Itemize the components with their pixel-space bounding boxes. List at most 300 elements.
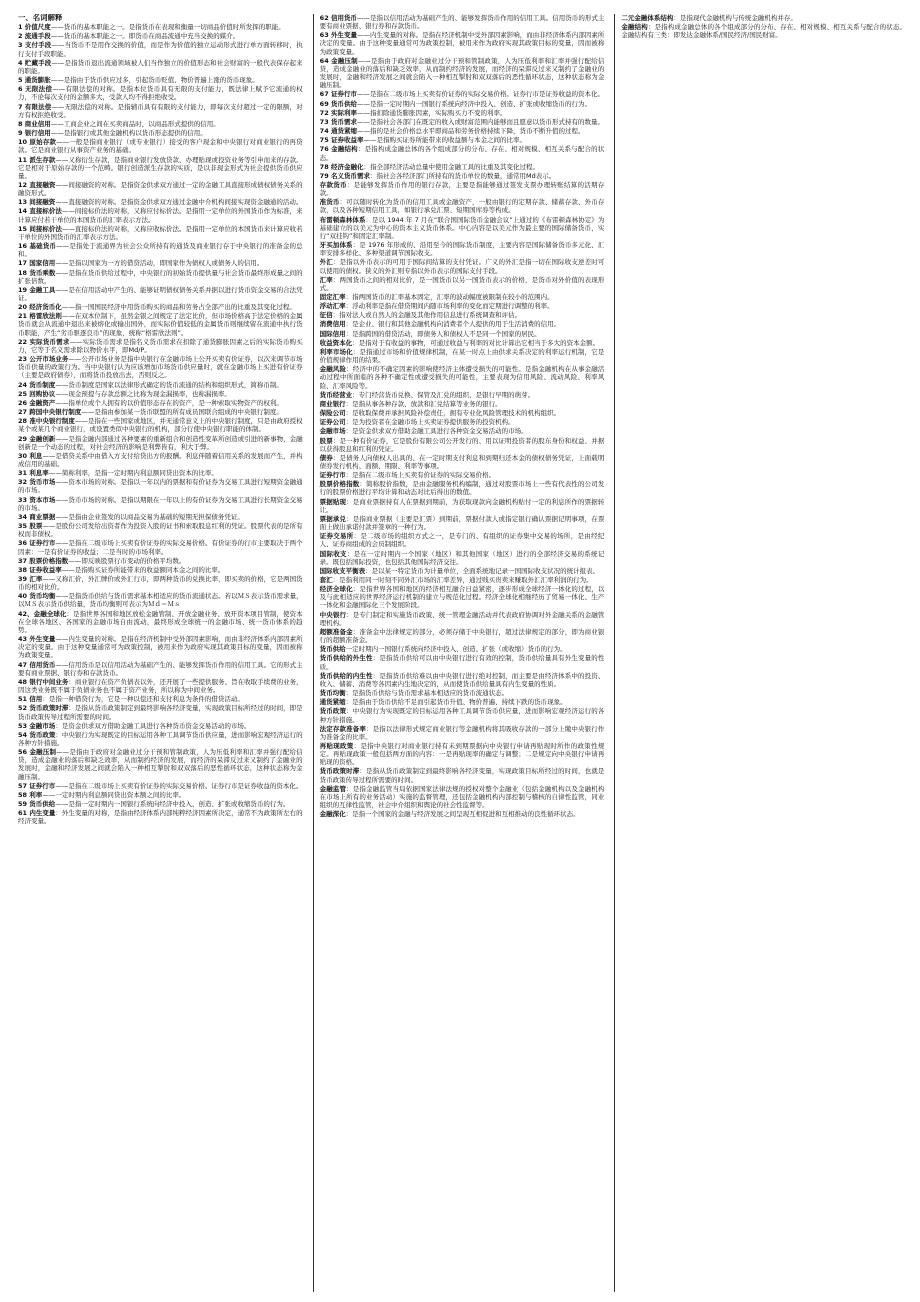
glossary-entry: [18, 592, 303, 608]
entry-definition: ——公开市场业务是指中央银行在金融市场上公开买卖有价证券，以次来调节市场货币供量的政策行为。当中央银行认为应该增加市场货币供应量时，就在金融市场上买进有价证券（主要是政府债券），而将货币投放出去，否则反之。: [18, 355, 303, 380]
entry-definition: ——是股份公司发给出资者作为投资入股的证书和索取股息红利的凭证。股票代表的是所有权而非债权。: [18, 522, 303, 539]
entry-term: 22 实际货币需求: [18, 337, 70, 346]
entry-term: 票据承兑: [319, 514, 347, 523]
entry-definition: ：是指商业票据（主要是汇票）到期前，票据付款人或指定银行确认票据记明事项，在票面上做出承诺付款并签章的一种行为。: [319, 514, 605, 532]
glossary-entry: [320, 136, 605, 144]
glossary-entry: [320, 330, 605, 338]
entry-term: 法定存款准备率: [319, 724, 367, 733]
entry-definition: ——内生变量的对称。是指在经济机制中受外部因素影响，而由非经济体系内部因素所决定的变量。由于这种变量通常可为政策控制，被用来作为政府实现其政策目标的变量，因而被称为政策变量。: [319, 31, 605, 56]
entry-definition: ：中央银行为实现既定的目标运用各种工具调节货币供应量，进而影响宏观经济运行的各种方针措施。: [18, 730, 303, 747]
glossary-entry: [320, 698, 605, 706]
entry-term: 64 金融压制: [319, 56, 358, 65]
entry-term: 外汇: [319, 258, 333, 267]
entry-term: 货币供给的外生性: [319, 654, 373, 663]
glossary-entry: [18, 338, 303, 354]
entry-term: 国际收支: [319, 549, 347, 558]
entry-term: 6 无限法偿: [18, 85, 53, 94]
entry-definition: ：是一种有价证券，它是股份有限公司公开发行的、用以证明投资者的股东身份和权益、并据以获得股息和红利的凭证。: [319, 436, 605, 453]
glossary-entry: [18, 138, 303, 154]
entry-term: 金融风险: [319, 365, 347, 374]
entry-term: 利率市场化: [319, 347, 353, 356]
entry-definition: ——是指由参加某一货币联盟的所有成员国联合组成的中央银行制度。: [81, 408, 283, 417]
glossary-entry: [18, 791, 303, 799]
glossary-entry: [18, 32, 303, 40]
entry-term: 54 货币政策: [18, 730, 56, 739]
entry-definition: ——无限法偿的对称。是指辅币具有有限的支付能力，即每次支付超过一定的限额，对方有权拒绝收受。: [18, 102, 303, 119]
entry-definition: ：是资金供求双方借助金融工具进行各种资金交易活动的市场。: [345, 427, 528, 436]
entry-term: 超额准备金: [319, 627, 353, 636]
glossary-entry: [18, 496, 303, 512]
glossary-entry: [621, 23, 906, 39]
entry-term: 11 派生存款: [18, 155, 56, 164]
entry-term: 63 外生变量: [319, 31, 358, 40]
column-1: [18, 14, 303, 1292]
entry-term: 26 金融资产: [18, 398, 56, 407]
entry-term: 1 价值尺度: [18, 23, 51, 32]
entry-definition: ——有限法偿的对称。是指本位货币具有无限的支付能力，既法律上赋予它流通的权力，不论每次支付的金额多大，受款人均不得拒绝收受。: [18, 85, 303, 102]
entry-term: 40 货币均衡: [18, 592, 56, 601]
entry-term: 3 支付手段: [18, 41, 52, 50]
entry-term: 39 汇率: [18, 575, 43, 583]
glossary-entry: [18, 522, 303, 538]
glossary-entry: [320, 400, 605, 408]
glossary-entry: [18, 399, 303, 407]
entry-term: 30 利息: [18, 451, 43, 460]
entry-definition: ：是指利用同一时刻不同外汇市场的汇率差异，通过贱买贵卖来赚取外汇汇率利润的行为。: [332, 576, 593, 584]
entry-term: 28 准中央银行制度: [18, 417, 75, 426]
entry-term: 20 经济货币化: [18, 303, 62, 312]
glossary-entry: [18, 539, 303, 555]
glossary-entry: [18, 207, 303, 223]
entry-term: 38 证券收益率: [18, 565, 62, 574]
glossary-entry: [18, 435, 303, 451]
glossary-entry: [18, 59, 303, 75]
glossary-entry: [320, 57, 605, 90]
entry-term: 32 货币市场: [18, 478, 56, 487]
entry-term: 53 金融市场: [18, 721, 56, 730]
entry-term: 35 股票: [18, 522, 43, 531]
entry-definition: ——是指一定时期内一国银行系统向经济中投入、创造、扩张或收缩货币的行为。: [356, 99, 591, 108]
glossary-entry: [320, 567, 605, 575]
entry-term: 消费信用: [319, 320, 346, 329]
entry-definition: ——是指一定时期内一国银行系统向经济中投入、创造、扩张或收缩货币的行为。: [55, 800, 290, 809]
glossary-entry: [320, 532, 605, 548]
entry-term: 国际信用: [319, 329, 346, 338]
entry-definition: ——直接标价法的对称，又称应收标价法。是指用一定单位的本国货币来计算应收若干单位的外国货币的汇率表示方法。: [18, 224, 303, 241]
glossary-entry: [320, 585, 605, 609]
glossary-entry: [320, 480, 605, 496]
entry-term: 证券公司: [319, 418, 346, 427]
entry-definition: ——间接标价法的对称，又称应付标价法。是指用一定单位的外国货币作为标准，来计算应付若干单位的本国货币的汇率表示方法。: [18, 207, 303, 224]
entry-term: 浮动汇率: [319, 302, 346, 311]
entry-definition: ：是指从货币政策制定到最终影响各经济变量，实现政策目标所经过的时间，即是货币政策传导过程所需要的时间。: [18, 704, 303, 721]
glossary-entry: [320, 810, 605, 818]
entry-term: 货币政策时滞: [319, 767, 360, 776]
entry-term: 再贴现政策: [319, 741, 354, 750]
entry-term: 货币均衡: [319, 689, 346, 698]
glossary-entry: [18, 800, 303, 808]
entry-term: 13 间接融资: [18, 198, 56, 207]
glossary-entry: [320, 31, 605, 55]
entry-term: 31 利息率: [18, 469, 49, 478]
entry-definition: ：是指一种借贷行为，它是一种以偿还和支付利息为条件的借贷活动。: [42, 695, 244, 704]
entry-definition: ：可以随时转化为货币的信用工具或金融资产，一般由银行的定期存款、储蓄存款、外币存款，以及各种短期信用工具，如银行承兑汇票、短期国库券等构成。: [319, 198, 605, 215]
glossary-entry: [320, 172, 605, 180]
entry-term: 汇率: [319, 275, 333, 284]
entry-definition: ：是在一定时期内一个国家（地区）和其他国家（地区）进行的全部经济交易的系统记录。既包括国际投资，也包括其他国际经济交往。: [319, 549, 605, 566]
entry-definition: ：简称股价指数，是由金融服务机构编制，通过对股票市场上一些有代表性的公司发行的股票价格进行平均计算和动态对比后得出的数值。: [319, 480, 605, 497]
entry-term: 9 银行信用: [18, 129, 51, 138]
entry-definition: ——在双本位制下，虽然金银之间规定了法定比价，但市场价格高于法定价格的金属货币就会从流通中退出来被熔化或输出国外，而实际价值较低的金属货币则继续留在流通中执行货币职能，产生“劣币驱逐良币”的现象，统称“格雷欣法则”。: [18, 312, 303, 337]
entry-term: 52 货币政策时滞: [18, 704, 69, 713]
entry-term: 7 有限法偿: [18, 102, 52, 111]
entry-term: 67 证券行市: [319, 90, 357, 99]
entry-definition: ：是为投资者在金融市场上买卖证券提供服务的投资机构。: [345, 418, 515, 427]
glossary-entry: [18, 312, 303, 336]
entry-term: 通货紧缩: [319, 698, 346, 707]
entry-term: 准货币: [319, 198, 340, 207]
entry-term: 票据贴现: [319, 497, 347, 506]
glossary-entry: [320, 181, 605, 197]
entry-definition: ——是指购买证券所能带来的收益额与本金之间的比率。: [363, 136, 526, 145]
glossary-entry: [320, 471, 605, 479]
entry-definition: ：经济中的不确定因素的影响使经济主体遭受损失的可能性。是指金融机构在从事金融活动过程中所面临的各种不确定性或遭受损失的可能性，主要表现为信用风险、流动风险、利率风险、汇率风险等。: [319, 365, 605, 390]
glossary-entry: [320, 437, 605, 453]
entry-definition: ——是指由企业签发的以商品交易为基础的短期无担保债务凭证。: [55, 512, 244, 521]
entry-term: 36 证券行市: [18, 539, 56, 548]
glossary-entry: [320, 498, 605, 514]
entry-definition: ——是指金融内部通过各种要素的重新组合和创造性变革所创造或引进的新事物，金融创新是一个动态的过程，对社会经济的影响是利弊皆有，利大于弊。: [18, 434, 303, 451]
entry-term: 商业银行: [319, 399, 346, 408]
glossary-entry: [18, 704, 303, 720]
entry-term: 股票: [319, 436, 333, 445]
entry-definition: ——是指社会各部门在既定的收入或财富范围内能够而且愿意以货币形式持有的数量。: [356, 117, 604, 126]
entry-definition: ：是指现代金融机构与传统金融机构并存。: [673, 14, 797, 22]
glossary-entry: [18, 408, 303, 416]
entry-term: 货币供给的内生性: [319, 671, 373, 680]
entry-term: 51 信用: [18, 695, 43, 704]
glossary-entry: [18, 566, 303, 574]
glossary-entry: [18, 722, 303, 730]
entry-definition: ：准备金中法律规定的部分，必须存储于中央银行，超过法律规定的部分，即为商业银行的超额准备金。: [319, 627, 605, 645]
glossary-entry: [320, 216, 605, 240]
entry-definition: ：外生变量的对称，是指由经济体系内部纯粹经济因素所决定，通常不为政策所左右的经济变量。: [18, 809, 303, 826]
entry-definition: 一定时期内一国银行系统向经济中投入、创造、扩张（或收缩）货币的行为。: [345, 645, 567, 654]
entry-definition: ：专门经营货币兑换、保管及汇兑的组织，是银行早期的萌芽。: [352, 390, 535, 399]
entry-definition: ——货币的基本职能之一。是指货币在表现和衡量一切商品价值时所发挥的职能。: [50, 23, 285, 32]
entry-term: 69 货币供给: [319, 99, 357, 108]
glossary-entry: [18, 303, 303, 311]
entry-term: 货币经营业: [319, 390, 353, 399]
glossary-entry: [320, 409, 605, 417]
entry-term: 42、金融全球化: [18, 609, 67, 618]
glossary-entry: [320, 454, 605, 470]
entry-definition: ——是指在二级市场上买卖有价证券的实际交易价格。有价证券的行市主要取决于两个因素：一是有价证券的收益；二是当时的市场利率。: [18, 539, 303, 556]
entry-term: 18 货币乘数: [18, 268, 56, 277]
entry-definition: ——是借贷关系中由借入方支付给贷出方的报酬。利息伴随着信用关系的发展而产生，并构成信用的基础。: [18, 451, 303, 468]
entry-term: 中央银行: [319, 610, 347, 619]
glossary-entry: [320, 611, 605, 627]
entry-definition: ——货币市场的对称。是指以期限在一年以上的有价证券为交易工具进行长期资金交易的市场。: [18, 495, 303, 512]
entry-term: 74 通货紧缩: [319, 127, 357, 136]
glossary-entry: [320, 339, 605, 347]
glossary-entry: [18, 41, 303, 57]
entry-definition: ：是指一个国家的金融与经济发展之间呈现互相促进和互相推动的良性循环状态。: [345, 810, 580, 819]
entry-term: 47 信用货币: [18, 660, 56, 669]
glossary-entry: [320, 689, 605, 697]
entry-definition: ：浮动利率是指在借贷期间内随市场利率的变化而定期进行调整的利率。: [345, 302, 554, 311]
entry-term: 布雷顿森林体系: [319, 215, 366, 224]
entry-term: 57 证券行市: [18, 781, 56, 790]
entry-definition: ：两国货币之间的相对比价，是一国货币以另一国货币表示的价格，是货币对外价值的表现形式。: [319, 275, 605, 292]
entry-definition: ：商业银行在资产负债表以外，还开展了一些提供服务、旨在收取手续费的业务，因这类业务既不属于负债业务也不属于资产业务，所以称为中间业务。: [18, 677, 303, 695]
entry-definition: ：是指世界各国和地区的经济相互融合日益紧密，逐步形成全球经济一体化的过程，以及与此相适应的世界经济运行机制的建立与规范化过程。经济全球化相继经历了贸易一体化、生产一体化和金融国际化三个发展阶段。: [319, 585, 605, 610]
entry-definition: ：是指由于货币供给不足而引起货币升值、物价普遍、持续下跌的货币现象。: [345, 698, 567, 707]
glossary-entry: [18, 286, 303, 302]
entry-definition: ——一般是指商业银行（或专业银行）接受的客户现金和中央银行对商业银行的再贷款。它是商业银行从事资产业务的基础。: [18, 138, 303, 155]
entry-definition: ：是指在二级市场上买卖有价证券的实际交易价格。: [345, 471, 496, 480]
entry-definition: ：是指以外币表示的可用于国际间结算的支付凭证。广义的外汇是指一切在国际收支逆差时可以使用的债权。狭义的外汇则专指以外币表示的国际支付手段。: [319, 258, 605, 275]
entry-definition: ：是指通过市场和价值规律机制，在某一时点上由供求关系决定的利率运行机制，它是价值规律作用的结果。: [319, 347, 605, 365]
entry-definition: ——即反映股票行市变动的价格平均数。: [68, 556, 186, 565]
glossary-entry: [18, 809, 303, 825]
glossary-entry: [320, 707, 605, 723]
entry-term: 37 股票价格指数: [18, 556, 69, 565]
entry-term: 金融深化: [319, 810, 346, 819]
glossary-entry: [18, 198, 303, 206]
entry-term: 17 国家信用: [18, 259, 56, 268]
entry-definition: ：是指对于有收益的事物，可通过收益与利率的对比计算出它相当于多大的资本金额。: [352, 338, 600, 347]
entry-term: 10 原始存款: [18, 138, 57, 147]
entry-definition: ：是指跨国的借贷活动，即债务人和债权人不是同一个国家的居民。: [345, 329, 541, 338]
entry-term: 经济全球化: [319, 585, 353, 594]
glossary-entry: [18, 557, 303, 565]
glossary-entry: [18, 478, 303, 494]
glossary-entry: [18, 469, 303, 477]
glossary-entry: [320, 258, 605, 274]
entry-term: 16 基础货币: [18, 242, 57, 251]
glossary-entry: [320, 742, 605, 766]
glossary-entry: [320, 672, 605, 688]
glossary-entry: [18, 417, 303, 433]
glossary-entry: [18, 181, 303, 197]
entry-definition: ：是指构成金融总体的各个组成部分的分布、存在、相对规模、相互关系与配合的状态。: [319, 145, 605, 162]
entry-definition: ：是资金供求双方借助金融工具进行各种货币资金交易活动的市场。: [55, 721, 251, 730]
entry-definition: ——简称利率，是指一定时期内利息额同贷出资本的比率。: [48, 469, 218, 478]
entry-definition: ：是指从货币政策制定到最终影响各经济变量，实现政策目标所经过的时间，也就是货币政策传导过程所需要的时间。: [319, 767, 605, 784]
entry-definition: ——指的是社会价格总水平即商品和劳务价格持续下降，货币不断升值的过程。: [356, 127, 585, 136]
entry-definition: ——指单位或个人拥有的以价值形态存在的资产，是一种索取实物资产的权利。: [55, 398, 283, 407]
entry-term: 62 信用货币: [319, 14, 358, 22]
glossary-entry: [18, 85, 303, 101]
entry-definition: ——信用货币是以信用活动为基础产生的、能够发挥货币作用的信用工具。它的形式主要有商业票据、银行券和存款货币。: [18, 660, 303, 677]
glossary-entry: [18, 156, 303, 180]
glossary-entry: [18, 610, 303, 634]
glossary-entry: [320, 127, 605, 135]
entry-definition: ：是专门制定和实施货币政策、统一管理金融活动并代表政府协调对外金融关系的金融管理机构。: [319, 610, 605, 627]
entry-definition: ——又称衍生存款，是指商业银行发放贷款、办理贴现或投资业务等引申而来的存款。它是相对于原始存款的一个范畴。银行创造派生存款的实质，是以非现金形式为社会提供货币供应量。: [18, 155, 303, 180]
entry-term: 61 内生变量: [18, 809, 56, 818]
glossary-entry: [320, 515, 605, 531]
glossary-entry: [18, 661, 303, 677]
entry-definition: ——是指由于货币供应过多，引起货币贬值、物价普遍上涨的货币现象。: [50, 76, 259, 85]
entry-term: 33 资本市场: [18, 495, 56, 504]
entry-term: 收益资本化: [319, 338, 353, 347]
entry-term: 29 金融创新: [18, 434, 56, 443]
entry-term: 牙买加体系: [319, 241, 353, 250]
entry-definition: ：是指构成金融总体的各个组成部分的分布、存在、相对规模、相互关系与配合的状态。金融结构有三类：即发达金融体系/国民经济/国民财富。: [621, 23, 907, 40]
glossary-entry: [18, 103, 303, 119]
entry-term: 货币供给: [319, 645, 346, 654]
glossary-entry: [18, 635, 303, 659]
glossary-entry: [18, 76, 303, 84]
glossary-entry: [320, 241, 605, 257]
entry-definition: ：是指货币供给可以由中央银行进行有效的控制，货币供给量具有外生变量的性质。: [319, 654, 605, 671]
entry-term: 21 格雷欣法则: [18, 312, 62, 321]
glossary-entry: [320, 276, 605, 292]
entry-definition: ：是指以法律形式规定商业银行等金融机构将其吸收存款的一部分上缴中央银行作为准备金的比率。: [319, 724, 605, 741]
entry-definition: ：指社会各经济部门所持有的货币单位的数量，通常用Md表示。: [369, 171, 556, 180]
glossary-entry: [621, 14, 906, 22]
glossary-entry: [320, 14, 605, 30]
glossary-entry: [320, 198, 605, 214]
glossary-entry: [18, 259, 303, 267]
entry-term: 股票价格指数: [319, 480, 360, 489]
glossary-entry: [320, 109, 605, 117]
glossary-entry: [18, 242, 303, 258]
glossary-entry: [320, 365, 605, 389]
entry-term: 征信: [319, 311, 333, 320]
entry-definition: ——货币制度是国家以法律形式确定的货币流通的结构和组织形式，简称币制。: [55, 380, 283, 389]
entry-term: 证券交易所: [319, 532, 354, 541]
entry-term: 14 直接标价法: [18, 207, 62, 216]
glossary-entry: [18, 381, 303, 389]
entry-term: 25 回购协议: [18, 389, 56, 398]
glossary-entry: [18, 269, 303, 285]
entry-definition: ——是指在货币供给过程中，中央银行的初始货币提供量与社会货币最终形成量之间的扩张倍数。: [18, 268, 303, 285]
glossary-entry: [320, 628, 605, 644]
entry-term: 金融结构: [621, 23, 648, 32]
entry-term: 固定汇率: [319, 293, 346, 301]
entry-definition: ：指两国货币的汇率基本固定，汇率的波动幅度被限制在较小的范围内。: [345, 293, 554, 301]
glossary-entry: [320, 654, 605, 670]
entry-definition: ：是以 1944 年 7 月在“联合国国际货币金融会议”上通过的《布雷顿森林协定》为基础建立的以美元为中心的资本主义货币体系。中心内容是以美元作为最主要的国际储备货币，实行“双挂钩”和固定汇率制。: [319, 215, 605, 240]
entry-definition: ——是指处于流通界为社会公众所持有的通货及商业银行存于中央银行的准备金的总和。: [18, 242, 303, 259]
glossary-entry: [320, 427, 605, 435]
entry-definition: ——是指在二级市场上买卖有价证券的实际交易价格。证券行市是证券收益的资本化。: [356, 90, 604, 99]
entry-term: 27 跨国中央银行制度: [18, 408, 82, 417]
entry-term: 2 流通手段: [18, 32, 51, 41]
entry-definition: ：是指货币供给难以由中央银行进行绝对控制，而主要是由经济体系中的投资、收入、储蓄、消费等各因素内生地决定的，从而使货币供给量具有内生变量的性质。: [319, 671, 605, 688]
entry-definition: ——是指以信用活动为基础产生的、能够发挥货币作用的信用工具。信用货币的形式主要有商业票据、银行券和存款货币。: [319, 14, 605, 31]
glossary-entry: [320, 418, 605, 426]
column-3: [614, 14, 906, 1292]
glossary-entry: [320, 163, 605, 171]
entry-definition: ——又称汇价，外汇牌价或外汇行市，即两种货币的兑换比率，即买卖的价格，它是两国货币的相对比价。: [18, 575, 303, 592]
entry-definition: ：是指金融监管当局依据国家法律法规的授权对整个金融业（包括金融机构以及金融机构在市场上所有的业务活动）实施的监督管理，还包括金融机构内部控制与稽核的自律性监管，同业组织的互律性监管，社会中介组织和舆论的社会性监督等。: [319, 784, 605, 810]
entry-term: 19 金融工具: [18, 285, 56, 294]
entry-definition: ：指对法人或自然人的金融及其他作用信息进行系统调查和评估。: [332, 311, 522, 320]
entry-definition: ——是指银行或其他金融机构以货币形态提供的信用。: [50, 129, 207, 138]
entry-term: 76 金融结构: [319, 145, 358, 154]
glossary-entry: [320, 311, 605, 319]
entry-definition: ：是收取保费并承担风险补偿责任，拥有专业化风险管理技术的机构组织。: [345, 409, 561, 418]
entry-definition: ：中央银行为实现既定的目标运用各种工具调节货币供应量，进而影响宏观经济运行的各种方针措施。: [319, 707, 605, 724]
entry-definition: ：是能够发挥货币作用的银行存款，主要是指能够通过签发支票办理转账结算的活期存款。: [319, 180, 605, 198]
entry-term: 78 经济金融化: [319, 162, 364, 171]
entry-term: 34 商业票据: [18, 512, 56, 521]
entry-term: 56 金融压制: [18, 748, 57, 757]
glossary-entry: [320, 302, 605, 310]
glossary-entry: [320, 550, 605, 566]
entry-definition: ：是 1976 年形成的、沿用至今的国际货币制度，主要内容是国际储备货币多元化、汇率安排多样化、多种渠道调节国际收支。: [319, 241, 605, 258]
entry-term: 48 银行中间业务: [18, 677, 69, 686]
glossary-entry: [320, 576, 605, 584]
entry-term: 套汇: [319, 576, 333, 584]
entry-term: 15 间接标价法: [18, 224, 62, 233]
entry-definition: ——是指以国家为一方的借贷活动，即国家作为债权人或债务人的信用。: [55, 259, 264, 268]
entry-definition: ——是指由于政府对金融业过分干预和管制政策，人为压低利率和汇率并强行配给信贷，造成金融业的落后和缺乏效率，从而制约经济的发展，而经济的呆滞反过来又制约了金融业的发展时，金融和经济发展之间就会陷入一种相互掣肘和双双落后的恶性循环状态，这种状态称为金融压制。: [319, 56, 605, 90]
entry-definition: ——指一国国民经济中用货币购买的商品和劳务占全部产出的比重及其变化过程。: [61, 303, 296, 312]
entry-term: 二元金融体系结构: [621, 14, 674, 22]
entry-definition: ：是企业、银行和其他金融机构向消费者个人提供的用于生活消费的信用。: [345, 320, 561, 329]
glossary-entry: [320, 785, 605, 809]
entry-definition: ——当货币不是用作交换的价值，而是作为价值的独立运动形式进行单方面转移时，执行支付手段职能。: [18, 41, 303, 58]
glossary-entry: [18, 452, 303, 468]
entry-term: 8 商业信用: [18, 119, 51, 128]
glossary-entry: [18, 129, 303, 137]
entry-definition: ——货币的基本职能之一。即货币在商品流通中充当交换的媒介。: [50, 32, 240, 41]
glossary-entry: [320, 391, 605, 399]
entry-term: 存款货币: [319, 180, 347, 189]
entry-term: 5 通货膨胀: [18, 76, 51, 85]
section-heading: 一、名词解释: [18, 14, 63, 22]
glossary-entry: [18, 390, 303, 398]
glossary-entry: [18, 731, 303, 747]
entry-term: 国际收支平衡表: [319, 566, 366, 575]
entry-definition: ——现金预提与存款总额之比称为现金漏损率，也称漏损率。: [55, 389, 231, 398]
entry-term: 债券: [319, 453, 333, 462]
entry-term: 73 货币需求: [319, 117, 357, 126]
entry-definition: ：是指从事各种存款、放款和汇兑结算等业务的银行。: [345, 399, 502, 408]
entry-term: 金融市场: [319, 427, 346, 436]
glossary-entry: [18, 782, 303, 790]
glossary-entry: [320, 725, 605, 741]
entry-definition: ——直接融资的对称。是指资金供求双方通过金融中介机构间接实现资金融通的活动。: [55, 198, 303, 207]
entry-definition: ——资本市场的对称。是指以一年以内的票据和有价证券为交易工具进行短期资金融通的市场。: [18, 478, 303, 495]
entry-definition: ：是指世界各国和地区放松金融管制、开放金融业务、放开资本项目管制，使资本在全球各地区、各国家的金融市场自由流动，最终形成全球统一的金融市场、统一货币体系的趋势。: [18, 609, 303, 634]
glossary-entry: [18, 355, 303, 379]
glossary-entry: [320, 145, 605, 161]
entry-term: 43 外生变量: [18, 635, 56, 644]
glossary-entry: [18, 678, 303, 694]
glossary-entry: [18, 513, 303, 521]
glossary-entry: [320, 767, 605, 783]
entry-term: 59 货币供给: [18, 800, 56, 809]
entry-definition: ——是指货币退出流通领域被人们当作独立的价值形态和社会财富的一般代表保存起来的职能。: [18, 58, 303, 75]
entry-definition: ——指扣除通货膨胀因素，实际购买力不变的利率。: [356, 108, 507, 117]
entry-definition: ——是指货币供给与货币需求基本相适应的货币流通状态。若以ＭＳ表示货币需求量，以ＭＳ表示货币供给量，货币均衡则可表示为Ｍｄ＝Ｍｓ: [18, 592, 303, 609]
entry-definition: ——间接融资的对称。是指资金供求双方通过一定的金融工具直接形成债权债务关系的融资形式。: [18, 180, 303, 198]
entry-term: 58 利率: [18, 790, 43, 799]
entry-definition: ——是指在一些国家或地区，并无通常意义上的中央银行制度，只是由政府授权某个或某几个商业银行，或设置类似中央银行的机构，部分行使中央银行职能的体制。: [18, 417, 303, 434]
entry-term: 金融监管: [319, 784, 347, 793]
entry-definition: ：是商业票据持有人在票据到期前，为获取现款向金融机构贴付一定的利息所作的票据转让。: [319, 497, 605, 514]
glossary-entry: [18, 695, 303, 703]
entry-term: 4 贮藏手段: [18, 58, 52, 67]
glossary-entry: [18, 120, 303, 128]
glossary-entry: [320, 645, 605, 653]
